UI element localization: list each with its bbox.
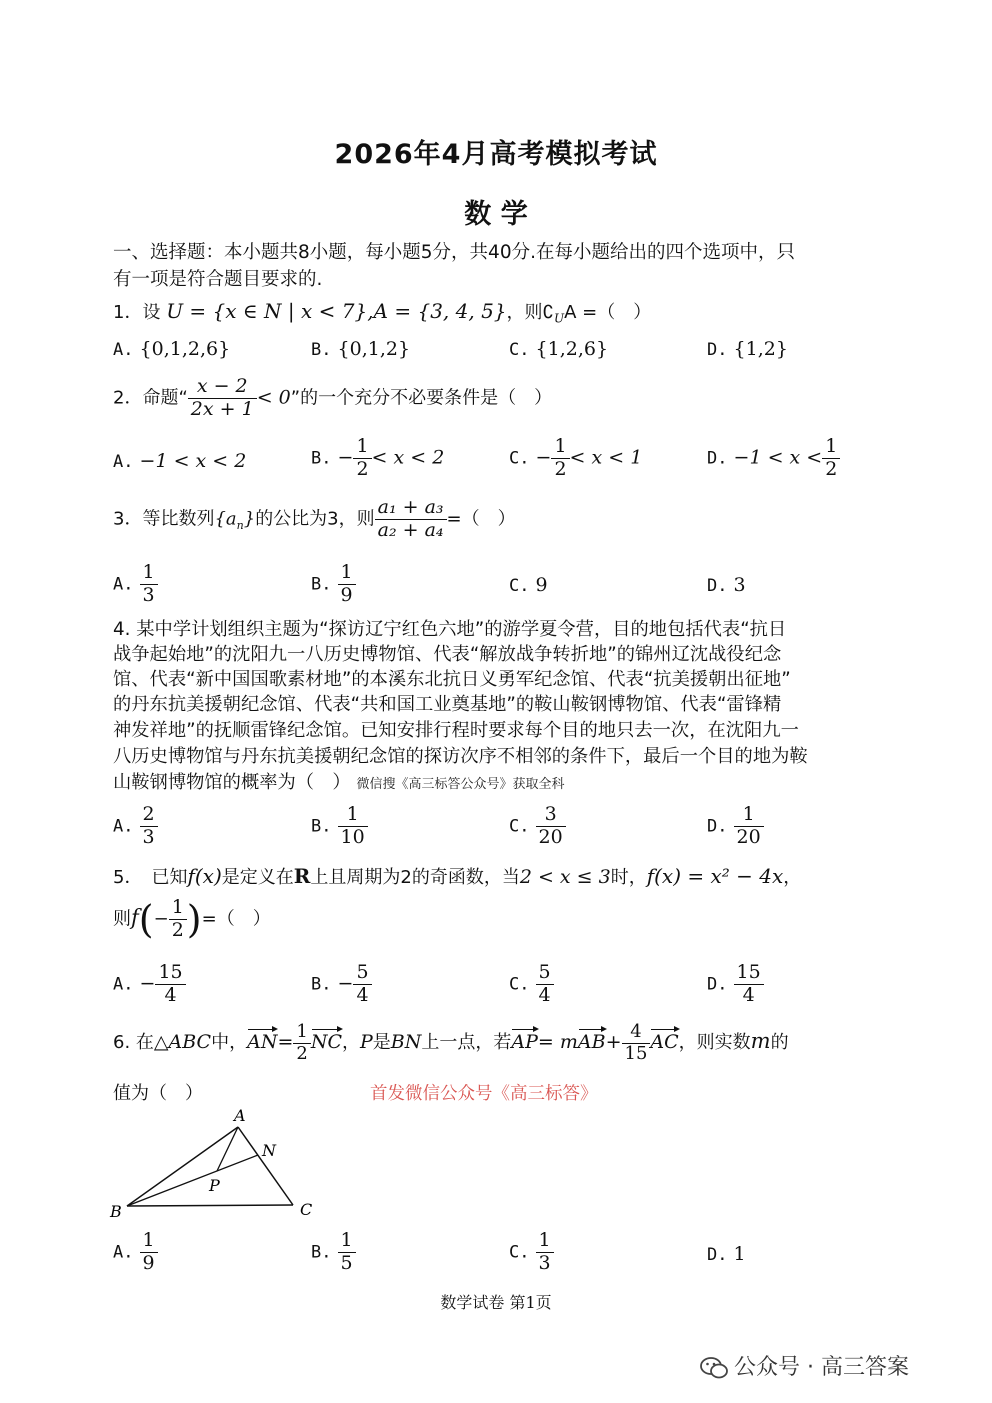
q2-number: 2．命题“: [113, 387, 188, 409]
q4-line-4: 的丹东抗美援朝纪念馆、代表“共和国工业奠基地”的鞍山鞍钢博物馆、代表“雷锋精: [113, 694, 782, 715]
q5-option-c[interactable]: C. $\frac{5}{4}$: [509, 962, 554, 1007]
q4-line-5: 神发祥地”的抚顺雷锋纪念馆。已知安排行程时要求每个目的地只去一次，在沈阳九一: [113, 720, 799, 741]
q2-option-a[interactable]: A. −1 < x < 2: [113, 450, 247, 472]
brand-text: 公众号 · 高三答案: [734, 1355, 909, 1380]
q3-option-c[interactable]: C. 9: [509, 574, 548, 596]
q1-ask: ，则∁: [506, 302, 554, 323]
exam-title: 2026年4月高考模拟考试: [334, 139, 658, 170]
q4-watermark: 微信搜《高三标答公众号》获取全科: [356, 777, 565, 792]
q4-line-7: 山鞍钢博物馆的概率为（ ） 微信搜《高三标答公众号》获取全科: [113, 772, 565, 793]
q3-option-b[interactable]: B. $\frac{1}{9}$: [311, 562, 356, 607]
subject-title: 数 学: [464, 199, 528, 230]
question-6-line-2: 值为（ ）: [113, 1083, 203, 1104]
q1-option-d[interactable]: D. {1,2}: [707, 338, 788, 360]
edge-ac: [238, 1127, 293, 1205]
q1-a-def: ,A = {3, 4, 5}: [367, 299, 507, 323]
q1-ask-tail: A =（ ）: [564, 302, 652, 323]
q6-option-a[interactable]: A. $\frac{1}{9}$: [113, 1230, 158, 1275]
q1-u-def: U = {x ∈ N | x < 7}: [166, 299, 368, 323]
q2-tail: ”的一个充分不必要条件是（ ）: [290, 387, 553, 409]
question-1-stem: [113, 298, 651, 326]
q2-ineq: < 0: [256, 386, 291, 409]
brand-watermark: [700, 1350, 909, 1381]
q4-line-6: 八历史博物馆与丹东抗美援朝纪念馆的探访次序不相邻的条件下，最后一个目的地为鞍: [113, 746, 808, 767]
triangle-figure: [105, 1103, 335, 1221]
q2-option-b[interactable]: B. − $\frac{1}{2}$ < x < 2: [311, 435, 445, 480]
q6-option-b[interactable]: B. $\frac{1}{5}$: [311, 1230, 356, 1275]
q5-option-b[interactable]: B. − $\frac{5}{4}$: [311, 962, 372, 1007]
q3-fraction: $\frac{\text{a₁ + a₃}}{\text{a₂ + a₄}}$: [375, 497, 447, 542]
segment-bn: [127, 1155, 258, 1206]
q3-number: 3．等比数列: [113, 508, 215, 530]
label-a: A: [234, 1106, 246, 1125]
q6-option-c[interactable]: C. $\frac{1}{3}$: [509, 1230, 554, 1275]
q4-option-b[interactable]: B. $\frac{1}{10}$: [311, 804, 368, 849]
q4-option-a[interactable]: A. $\frac{2}{3}$: [113, 804, 158, 849]
q5-option-a[interactable]: A. − $\frac{15}{4}$: [113, 962, 186, 1007]
section-intro-1: 一、选择题：本小题共8小题，每小题5分，共40分.在每小题给出的四个选项中，只: [113, 242, 795, 263]
q3-option-d[interactable]: D. 3: [707, 574, 746, 596]
q2-fraction: $\frac{x - 2}{2x + 1}$: [188, 376, 257, 421]
q6-watermark: 首发微信公众号《高三标答》: [370, 1084, 598, 1104]
edge-bc: [127, 1205, 293, 1206]
q4-option-d[interactable]: D. $\frac{1}{20}$: [707, 804, 764, 849]
q1-option-c[interactable]: C. {1,2,6}: [509, 338, 609, 360]
q5-option-d[interactable]: D. $\frac{15}{4}$: [707, 962, 764, 1007]
q4-line-1: 4. 某中学计划组织主题为“探访辽宁红色六地”的游学夏令营，目的地包括代表“抗日: [113, 619, 787, 640]
section-intro-2: 有一项是符合题目要求的.: [113, 269, 323, 290]
wechat-icon: [700, 1356, 728, 1380]
q1-option-a[interactable]: A. {0,1,2,6}: [113, 338, 231, 360]
edge-ab: [127, 1127, 238, 1206]
question-2-stem: [113, 376, 552, 421]
label-c: C: [300, 1200, 313, 1219]
question-6-stem: 6. 在△ABC中，AN= $\frac{1}{2}$ NC，P是BN上一点，若AP= mAB+ $\frac{4}{15}$ AC，则实数m的: [113, 1021, 789, 1064]
q1-ask-sub: U: [553, 311, 565, 326]
question-3-stem: 3．等比数列$\{a_n\}$的公比为3，则 $\frac{\text{a₁ + a₃}}{\text{a₂ + a₄}}$ =（ ）: [113, 496, 516, 541]
q2-option-c[interactable]: C. − $\frac{1}{2}$ < x < 1: [509, 435, 643, 480]
q1-number: 1．设: [113, 302, 161, 323]
q4-line-3: 馆、代表“新中国国歌素材地”的本溪东北抗日义勇军纪念馆、代表“抗美援朝出征地”: [113, 669, 791, 690]
page-footer: 数学试卷 第1页: [440, 1293, 552, 1312]
question-5-ask: 则f(− $\frac{1}{2}$ )=（ ）: [113, 896, 271, 942]
q3-option-a[interactable]: A. $\frac{1}{3}$: [113, 562, 158, 607]
label-n: N: [262, 1141, 276, 1160]
q2-option-d[interactable]: D. −1 < x < $\frac{1}{2}$: [707, 436, 840, 481]
q6-option-d[interactable]: D. 1: [707, 1243, 746, 1265]
q4-line-2: 战争起始地”的沈阳九一八历史博物馆、代表“解放战争转折地”的锦州辽沈战役纪念: [113, 644, 782, 665]
question-5-stem: 5． 已知f(x)是定义在R上且周期为2的奇函数，当2 < x ≤ 3时，f(x) = x² − 4x，: [113, 864, 802, 888]
label-b: B: [110, 1202, 122, 1221]
q1-option-b[interactable]: B. {0,1,2}: [311, 338, 411, 360]
label-p: P: [209, 1176, 220, 1195]
q4-option-c[interactable]: C. $\frac{3}{20}$: [509, 804, 566, 849]
